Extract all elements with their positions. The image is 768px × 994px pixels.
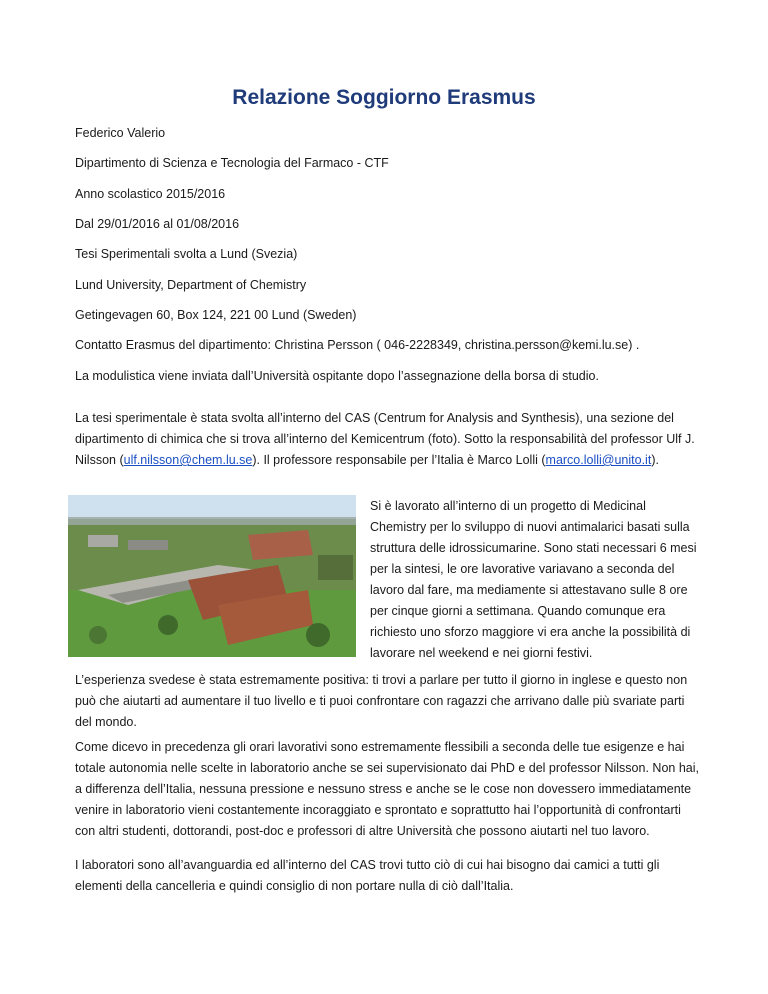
kemicentrum-photo (68, 495, 356, 657)
paragraph-text: ). (651, 453, 659, 467)
paragraph-thesis (75, 408, 700, 471)
host-address: Getingevagen 60, Box 124, 221 00 Lund (Sweden) (75, 308, 357, 322)
paragraph-text: La tesi sperimentale è stata svolta all’interno del CAS (Centrum for Analysis and Synthesis), una sezione del dipartimento di chimica che si trova all’interno del Kemicentrum (foto). Sotto la responsabilità del professor Ulf J. Nilsson ( (75, 411, 695, 467)
school-year: Anno scolastico 2015/2016 (75, 187, 226, 201)
document-title: Relazione Soggiorno Erasmus (232, 86, 536, 109)
paragraph-text: ). Il professore responsabile per l’Italia è Marco Lolli ( (252, 453, 546, 467)
host-university: Lund University, Department of Chemistry (75, 278, 307, 292)
email-link-lolli[interactable]: marco.lolli@unito.it (545, 453, 652, 467)
author-name: Federico Valerio (75, 126, 166, 140)
forms-note: La modulistica viene inviata dall’Università ospitante dopo l’assegnazione della borsa di studio. (75, 369, 599, 383)
research-description: Si è lavorato all’interno di un progetto di Medicinal Chemistry per lo sviluppo di nuovi antimalarici basati sulla struttura delle idrossicumarine. Sono stati necessari 6 mesi per la sintesi, le ore lavorative variavano a seconda del lavoro dal fare, ma mediamente si attestavano sulle 8 ore per cinque giorni a settimana. Quando comunque era richiesto uno sforzo maggiore vi era anche la possibilità di lavorare nel weekend e nei giorni festivi. (370, 499, 697, 660)
department: Dipartimento di Scienza e Tecnologia del Farmaco - CTF (75, 156, 389, 170)
paragraph-labs: I laboratori sono all’avanguardia ed all’interno del CAS trovi tutto ciò di cui hai bisogno dai camici a tutti gli elementi della cancelleria e quindi consiglio di non portare nulla di ciò dall’Italia. (75, 858, 660, 893)
paragraph-experience: L’esperienza svedese è stata estremamente positiva: ti trovi a parlare per tutto il giorno in inglese e questo non può che aiutarti ad aumentare il tuo livello e ti puoi confrontare con ragazzi che arrivano dalle più svariate parti del mondo. (75, 673, 688, 729)
stay-dates: Dal 29/01/2016 al 01/08/2016 (75, 217, 240, 231)
erasmus-contact: Contatto Erasmus del dipartimento: Christina Persson ( 046-2228349, christina.persson@kemi.lu.se) . (75, 338, 640, 352)
thesis-location: Tesi Sperimentali svolta a Lund (Svezia) (75, 247, 298, 261)
paragraph-schedule: Come dicevo in precedenza gli orari lavorativi sono estremamente flessibili a seconda delle tue esigenze e hai totale autonomia nelle scelte in laboratorio anche se sei supervisionato dai PhD e del professor Nilsson. Non hai, a differenza dell’Italia, nessuna pressione e nessuno stress e anche se le cose non dovessero immediatamente venire in laboratorio vieni costantemente incoraggiato e sprontato e soprattutto hai l’opportunità di confrontarti con altri studenti, dottorandi, post-doc e professori di altre Università che possono aiutarti nel tuo lavoro. (75, 740, 699, 838)
email-link-nilsson[interactable]: ulf.nilsson@chem.lu.se (123, 453, 253, 467)
aerial-campus-illustration (68, 495, 356, 657)
